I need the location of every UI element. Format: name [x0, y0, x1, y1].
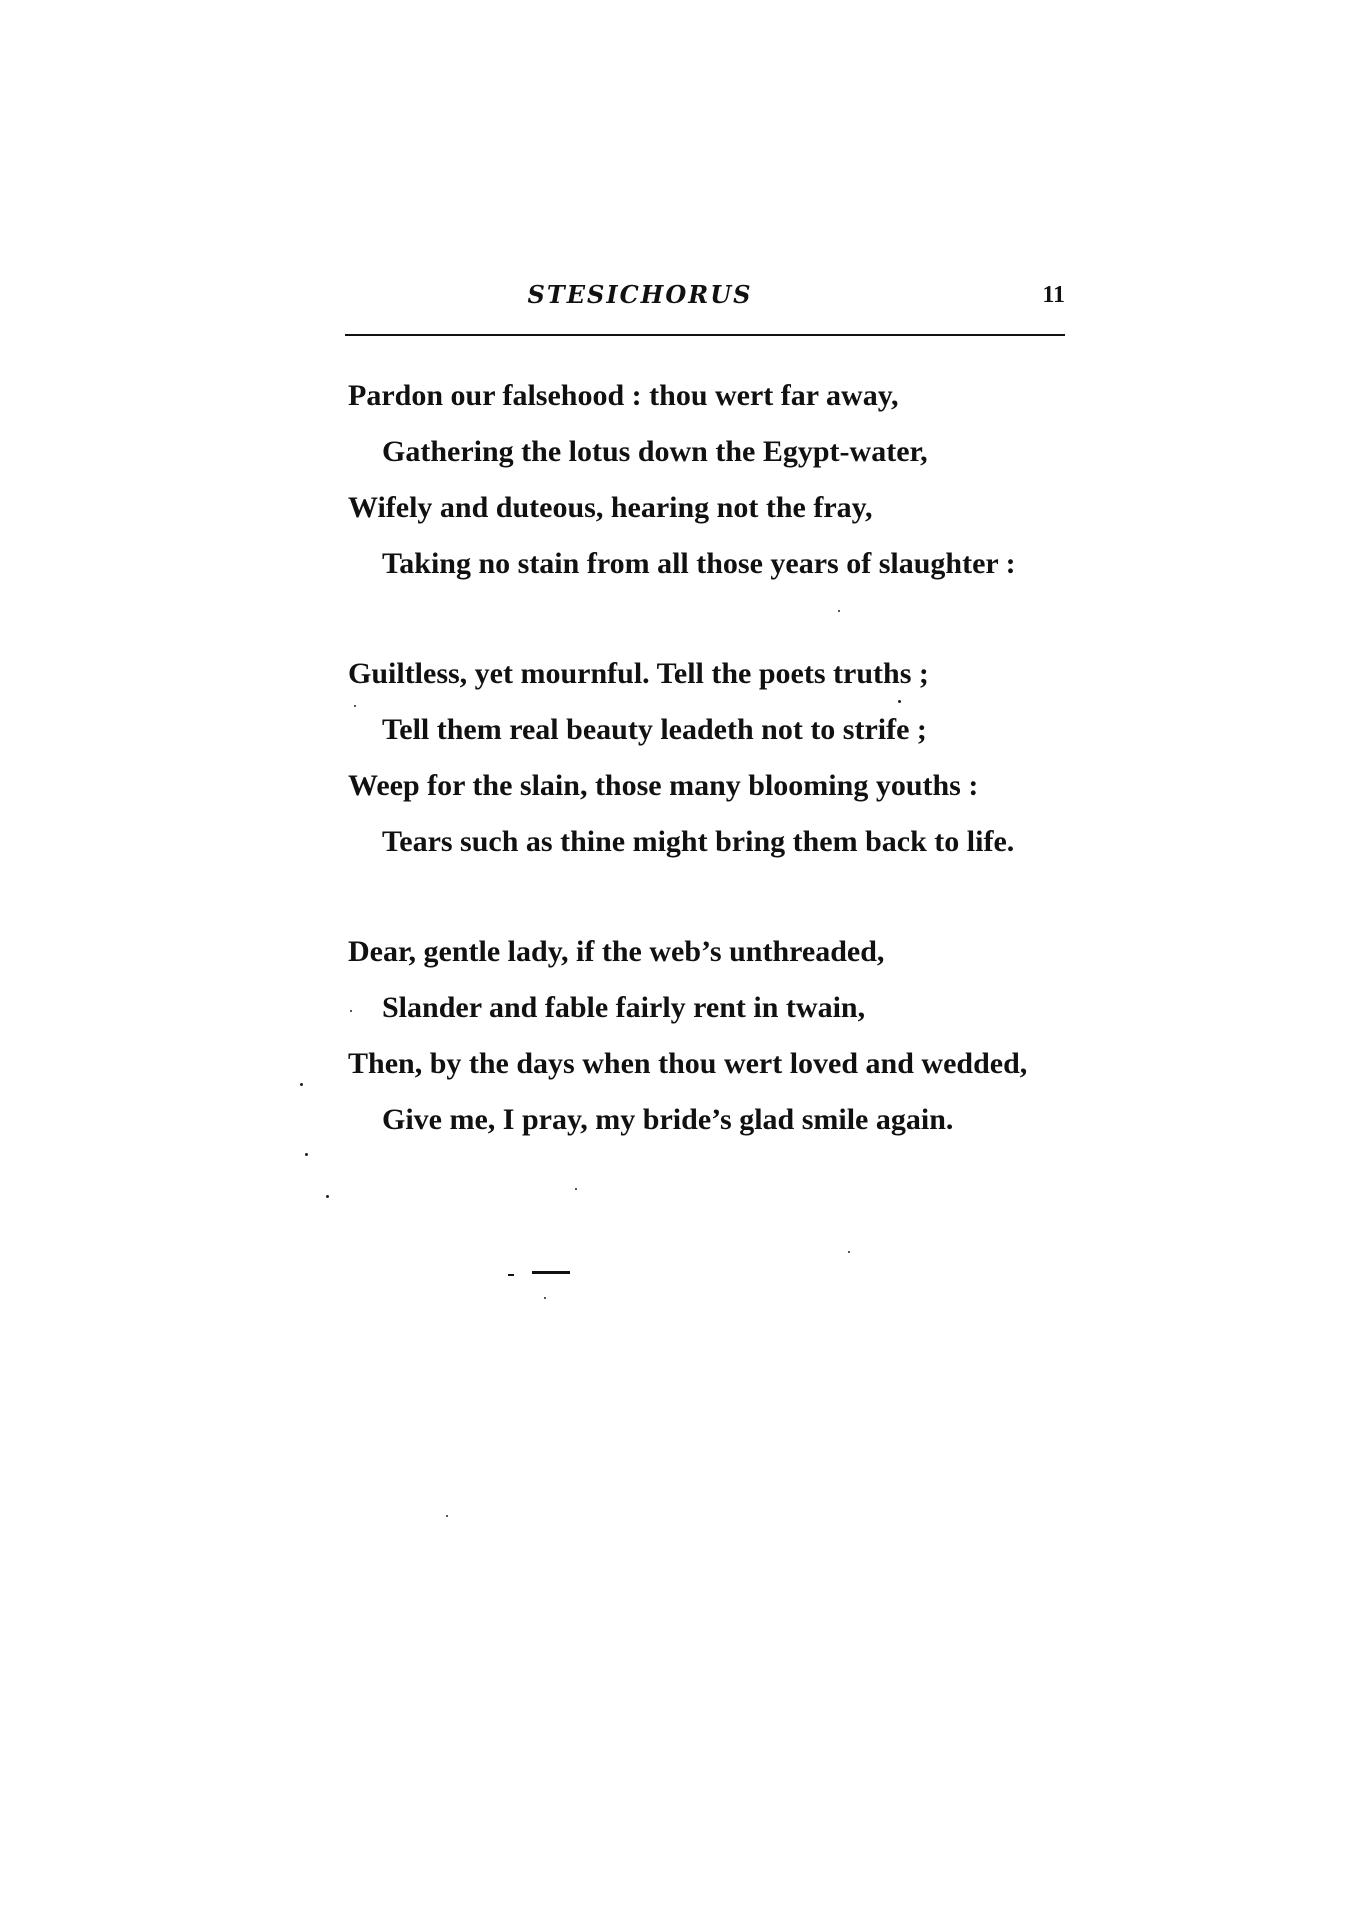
- poem-line: Weep for the slain, those many blooming youths :: [348, 769, 979, 802]
- scan-speck: [354, 705, 356, 707]
- stanza-3: [348, 924, 1148, 1148]
- poem-line: Then, by the days when thou wert loved and wedded,: [348, 1047, 1028, 1080]
- stanza-2: [348, 646, 1148, 870]
- page-number: 11: [1042, 282, 1065, 308]
- poem-line: Taking no stain from all those years of slaughter :: [382, 547, 1016, 580]
- scan-speck: [300, 1083, 303, 1086]
- running-title: STESICHORUS: [527, 280, 753, 309]
- poem-line: Wifely and duteous, hearing not the fray,: [348, 491, 873, 524]
- scan-mark: [532, 1271, 570, 1274]
- scan-speck: [544, 1297, 546, 1299]
- poem-line: Pardon our falsehood : thou wert far away,: [348, 379, 899, 412]
- poem-line: Slander and fable fairly rent in twain,: [382, 991, 866, 1024]
- poem: [348, 368, 1148, 1202]
- poem-line: Tears such as thine might bring them back to life.: [382, 825, 1015, 858]
- scan-speck: [305, 1153, 308, 1156]
- running-head: [345, 280, 1065, 320]
- poem-line: Gathering the lotus down the Egypt-water,: [382, 435, 928, 468]
- scan-mark: [508, 1274, 514, 1276]
- poem-line: Tell them real beauty leadeth not to strife ;: [382, 713, 927, 746]
- poem-line: Give me, I pray, my bride’s glad smile again.: [382, 1103, 954, 1136]
- stanza-1: [348, 368, 1148, 592]
- scan-speck: [838, 610, 840, 612]
- scan-speck: [446, 1515, 448, 1517]
- scan-speck: [848, 1251, 850, 1253]
- scan-speck: [575, 1188, 577, 1190]
- header-rule: [345, 334, 1065, 336]
- scan-speck: [326, 1195, 329, 1198]
- poem-line: Dear, gentle lady, if the web’s unthreaded,: [348, 935, 885, 968]
- poem-line: Guiltless, yet mournful. Tell the poets truths ;: [348, 657, 929, 690]
- scan-speck: [350, 1010, 352, 1012]
- scan-speck: [898, 700, 901, 703]
